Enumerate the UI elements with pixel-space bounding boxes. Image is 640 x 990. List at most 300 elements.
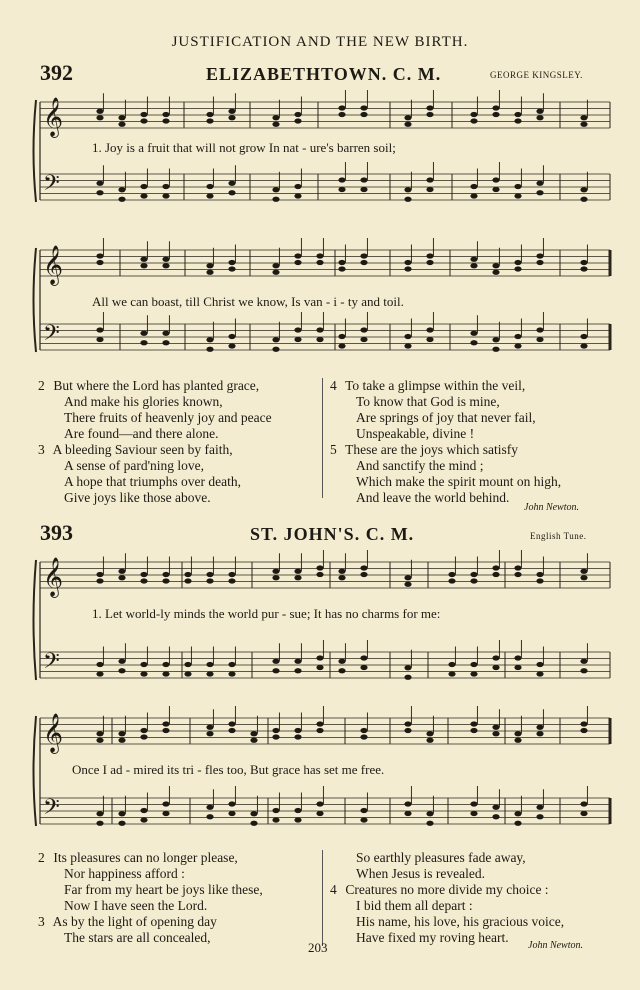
verse-line: Far from my heart be joys like these,	[64, 882, 263, 897]
note-head	[140, 263, 147, 268]
note-head	[140, 578, 147, 583]
page-number: 203	[308, 940, 328, 955]
note-head	[294, 327, 301, 332]
verse-line: And make his glories known,	[64, 394, 223, 409]
note-head	[492, 731, 499, 736]
note-head	[514, 193, 521, 198]
note-head	[580, 575, 587, 580]
verse-number: 4	[330, 378, 337, 393]
note-head	[294, 112, 301, 117]
note-head	[96, 327, 103, 332]
note-head	[426, 253, 433, 258]
note-head	[316, 572, 323, 577]
note-head	[580, 115, 587, 120]
note-head	[206, 805, 213, 810]
note-head	[228, 260, 235, 265]
note-head	[448, 671, 455, 676]
note-head	[470, 671, 477, 676]
note-head	[404, 260, 411, 265]
note-head	[536, 337, 543, 342]
note-head	[426, 738, 433, 743]
note-head	[250, 738, 257, 743]
note-head	[206, 184, 213, 189]
note-head	[404, 334, 411, 339]
note-head	[338, 177, 345, 182]
note-head	[294, 253, 301, 258]
note-head	[162, 811, 169, 816]
note-head	[580, 197, 587, 202]
note-head	[360, 808, 367, 813]
note-head	[580, 122, 587, 127]
note-head	[338, 112, 345, 117]
verse-number: 4	[330, 882, 337, 897]
note-head	[272, 263, 279, 268]
note-head	[514, 343, 521, 348]
verse-number: 3	[38, 914, 45, 929]
note-head	[294, 817, 301, 822]
verse-line: Now I have seen the Lord.	[64, 898, 208, 913]
note-head	[360, 253, 367, 258]
note-head	[272, 337, 279, 342]
verse-line	[38, 850, 263, 866]
note-head	[426, 731, 433, 736]
note-head	[536, 115, 543, 120]
verse-line	[38, 378, 272, 394]
note-head	[536, 109, 543, 114]
note-head	[492, 655, 499, 660]
verse-line	[330, 378, 561, 394]
note-head	[514, 821, 521, 826]
verses-392-left	[38, 378, 272, 506]
note-head	[118, 659, 125, 664]
note-head	[272, 347, 279, 352]
note-head	[140, 734, 147, 739]
note-head	[338, 334, 345, 339]
note-head	[404, 187, 411, 192]
note-head	[470, 728, 477, 733]
note-head	[140, 118, 147, 123]
note-head	[184, 662, 191, 667]
verses-392-right	[330, 378, 561, 506]
note-head	[338, 668, 345, 673]
note-head	[580, 569, 587, 574]
note-head	[360, 572, 367, 577]
note-head	[118, 575, 125, 580]
note-head	[206, 337, 213, 342]
note-head	[206, 814, 213, 819]
note-head	[272, 575, 279, 580]
note-head	[404, 728, 411, 733]
note-head	[228, 181, 235, 186]
note-head	[162, 671, 169, 676]
note-head	[206, 662, 213, 667]
note-head	[162, 721, 169, 726]
note-head	[536, 253, 543, 258]
note-head	[536, 327, 543, 332]
note-head	[316, 811, 323, 816]
note-head	[96, 253, 103, 258]
note-head	[272, 728, 279, 733]
note-head	[338, 343, 345, 348]
note-head	[536, 731, 543, 736]
verse-line: To know that God is mine,	[356, 394, 500, 409]
note-head	[514, 112, 521, 117]
note-head	[514, 572, 521, 577]
hymn-number-392: 392	[40, 60, 73, 85]
note-head	[492, 263, 499, 268]
verse-line: Give joys like those above.	[64, 490, 211, 505]
note-head	[360, 728, 367, 733]
note-head	[470, 340, 477, 345]
verse-line: And leave the world behind.	[356, 490, 510, 505]
note-head	[492, 814, 499, 819]
note-head	[338, 266, 345, 271]
note-head	[514, 655, 521, 660]
note-head	[228, 190, 235, 195]
note-head	[360, 565, 367, 570]
note-head	[228, 115, 235, 120]
note-head	[514, 665, 521, 670]
lyrics-393-line2: Once I ad - mired its tri - fles too, But grace has set me free.	[72, 762, 385, 777]
note-head	[316, 260, 323, 265]
note-head	[228, 721, 235, 726]
verse-text: But where the Lord has planted grace,	[50, 378, 260, 393]
note-head	[536, 805, 543, 810]
verse-line: Have fixed my roving heart.	[356, 930, 509, 945]
note-head	[470, 118, 477, 123]
verse-line: A hope that triumphs over death,	[64, 474, 241, 489]
note-head	[96, 578, 103, 583]
note-head	[470, 331, 477, 336]
note-head	[536, 662, 543, 667]
note-head	[140, 817, 147, 822]
note-head	[316, 655, 323, 660]
note-head	[294, 728, 301, 733]
note-head	[514, 266, 521, 271]
note-head	[96, 181, 103, 186]
note-head	[162, 112, 169, 117]
note-head	[426, 811, 433, 816]
verse-line: So earthly pleasures fade away,	[356, 850, 526, 865]
note-head	[206, 578, 213, 583]
note-head	[580, 343, 587, 348]
note-head	[426, 112, 433, 117]
note-head	[514, 811, 521, 816]
verse-line	[330, 442, 561, 458]
note-head	[228, 728, 235, 733]
note-head	[426, 177, 433, 182]
note-head	[140, 662, 147, 667]
note-head	[492, 105, 499, 110]
note-head	[250, 811, 257, 816]
note-head	[272, 659, 279, 664]
note-head	[360, 817, 367, 822]
note-head	[96, 337, 103, 342]
note-head	[536, 181, 543, 186]
note-head	[294, 569, 301, 574]
note-head	[250, 821, 257, 826]
note-head	[580, 811, 587, 816]
note-head	[404, 582, 411, 587]
note-head	[162, 184, 169, 189]
author-392: John Newton.	[524, 502, 579, 513]
note-head	[338, 569, 345, 574]
note-head	[294, 193, 301, 198]
note-head	[118, 821, 125, 826]
verse-line: Are springs of joy that never fail,	[356, 410, 536, 425]
note-head	[338, 105, 345, 110]
note-head	[514, 118, 521, 123]
note-head	[140, 331, 147, 336]
verse-number: 5	[330, 442, 337, 457]
composer-392: GEORGE KINGSLEY.	[490, 70, 583, 80]
note-head	[580, 334, 587, 339]
note-head	[118, 668, 125, 673]
verse-line: The stars are all concealed,	[64, 930, 211, 945]
note-head	[470, 263, 477, 268]
verses-393-right	[330, 850, 564, 946]
note-head	[272, 122, 279, 127]
note-head	[426, 337, 433, 342]
verse-text: To take a glimpse within the veil,	[342, 378, 526, 393]
bass-clef-icon: 𝄢	[43, 795, 60, 825]
note-head	[96, 572, 103, 577]
note-head	[206, 671, 213, 676]
note-head	[162, 662, 169, 667]
note-head	[404, 811, 411, 816]
note-head	[96, 190, 103, 195]
note-head	[228, 572, 235, 577]
note-head	[492, 337, 499, 342]
note-head	[140, 257, 147, 262]
note-head	[404, 675, 411, 680]
note-head	[492, 187, 499, 192]
verse-line: There fruits of heavenly joy and peace	[64, 410, 272, 425]
note-head	[294, 260, 301, 265]
verse-number: 2	[38, 850, 45, 865]
note-head	[580, 728, 587, 733]
note-head	[228, 343, 235, 348]
note-head	[294, 337, 301, 342]
note-head	[404, 197, 411, 202]
note-head	[492, 725, 499, 730]
hymn-number-393: 393	[40, 520, 73, 545]
note-head	[206, 731, 213, 736]
note-head	[338, 659, 345, 664]
note-head	[492, 270, 499, 275]
verse-text: Its pleasures can no longer please,	[50, 850, 238, 865]
lyrics-392-line2: All we can boast, till Christ we know, Is van - i - ty and toil.	[92, 294, 404, 309]
verse-line: Are found—and there alone.	[64, 426, 219, 441]
note-head	[470, 112, 477, 117]
note-head	[294, 668, 301, 673]
note-head	[360, 112, 367, 117]
note-head	[360, 734, 367, 739]
note-head	[96, 260, 103, 265]
note-head	[162, 340, 169, 345]
note-head	[96, 821, 103, 826]
note-head	[140, 671, 147, 676]
note-head	[536, 725, 543, 730]
note-head	[470, 721, 477, 726]
verse-divider-392	[322, 378, 323, 498]
note-head	[492, 112, 499, 117]
note-head	[162, 728, 169, 733]
note-head	[514, 731, 521, 736]
note-head	[426, 327, 433, 332]
verse-line: When Jesus is revealed.	[356, 866, 485, 881]
note-head	[360, 177, 367, 182]
note-head	[250, 731, 257, 736]
note-head	[404, 343, 411, 348]
note-head	[96, 731, 103, 736]
verse-text: Creatures no more divide my choice :	[342, 882, 549, 897]
verse-line	[38, 442, 272, 458]
verse-divider-393	[322, 850, 323, 946]
note-head	[228, 811, 235, 816]
note-head	[162, 572, 169, 577]
note-head	[294, 808, 301, 813]
note-head	[338, 575, 345, 580]
brace	[34, 100, 37, 202]
note-head	[316, 721, 323, 726]
note-head	[206, 193, 213, 198]
note-head	[228, 671, 235, 676]
note-head	[272, 197, 279, 202]
note-head	[206, 112, 213, 117]
bass-clef-icon: 𝄢	[43, 171, 60, 201]
note-head	[162, 263, 169, 268]
note-head	[470, 811, 477, 816]
note-head	[492, 805, 499, 810]
verse-line	[330, 882, 564, 898]
note-head	[470, 193, 477, 198]
note-head	[162, 193, 169, 198]
note-head	[360, 327, 367, 332]
note-head	[316, 801, 323, 806]
note-head	[118, 197, 125, 202]
tune-name-392: ELIZABETHTOWN. C. M.	[206, 64, 442, 84]
note-head	[404, 122, 411, 127]
note-head	[426, 105, 433, 110]
note-head	[404, 575, 411, 580]
verse-line: Unspeakable, divine !	[356, 426, 475, 441]
verse-line	[38, 914, 263, 930]
brace	[34, 560, 37, 680]
note-head	[140, 728, 147, 733]
note-head	[118, 811, 125, 816]
note-head	[360, 105, 367, 110]
note-head	[448, 572, 455, 577]
note-head	[96, 662, 103, 667]
verse-line: Nor happiness afford :	[64, 866, 185, 881]
treble-clef-icon: 𝄞	[43, 245, 64, 285]
note-head	[140, 193, 147, 198]
note-head	[140, 572, 147, 577]
note-head	[470, 184, 477, 189]
note-head	[360, 260, 367, 265]
note-head	[470, 662, 477, 667]
note-head	[316, 565, 323, 570]
note-head	[228, 578, 235, 583]
note-head	[404, 266, 411, 271]
note-head	[294, 575, 301, 580]
note-head	[272, 187, 279, 192]
note-head	[118, 187, 125, 192]
verse-text: These are the joys which satisfy	[342, 442, 518, 457]
verses-393-left	[38, 850, 263, 946]
note-head	[140, 112, 147, 117]
note-head	[184, 572, 191, 577]
note-head	[470, 578, 477, 583]
verse-number: 2	[38, 378, 45, 393]
note-head	[580, 266, 587, 271]
note-head	[96, 671, 103, 676]
verse-line: His name, his love, his gracious voice,	[356, 914, 565, 929]
note-head	[470, 572, 477, 577]
note-head	[536, 260, 543, 265]
verse-text: A bleeding Saviour seen by faith,	[50, 442, 233, 457]
note-head	[470, 257, 477, 262]
note-head	[404, 721, 411, 726]
treble-clef-icon: 𝄞	[43, 557, 64, 597]
note-head	[492, 572, 499, 577]
note-head	[580, 187, 587, 192]
note-head	[140, 184, 147, 189]
note-head	[514, 334, 521, 339]
note-head	[536, 190, 543, 195]
note-head	[360, 665, 367, 670]
note-head	[316, 327, 323, 332]
brace	[34, 716, 37, 826]
author-393: John Newton.	[528, 940, 583, 951]
note-head	[426, 821, 433, 826]
note-head	[206, 725, 213, 730]
note-head	[118, 731, 125, 736]
note-head	[470, 801, 477, 806]
note-head	[118, 115, 125, 120]
lyrics-392-line1: 1. Joy is a fruit that will not grow In nat - ure's barren soil;	[92, 140, 396, 155]
note-head	[228, 109, 235, 114]
note-head	[580, 801, 587, 806]
verse-text: As by the light of opening day	[50, 914, 217, 929]
note-head	[294, 659, 301, 664]
note-head	[316, 253, 323, 258]
note-head	[162, 257, 169, 262]
note-head	[536, 572, 543, 577]
note-head	[162, 118, 169, 123]
verse-line: Which make the spirit mount on high,	[356, 474, 562, 489]
note-head	[580, 721, 587, 726]
note-head	[184, 671, 191, 676]
note-head	[272, 734, 279, 739]
note-head	[228, 662, 235, 667]
note-head	[316, 728, 323, 733]
note-head	[162, 578, 169, 583]
note-head	[360, 655, 367, 660]
note-head	[272, 569, 279, 574]
note-head	[338, 260, 345, 265]
verse-line: I bid them all depart :	[356, 898, 473, 913]
note-head	[272, 668, 279, 673]
note-head	[492, 665, 499, 670]
note-head	[536, 578, 543, 583]
verse-number: 3	[38, 442, 45, 457]
note-head	[206, 270, 213, 275]
note-head	[316, 337, 323, 342]
verse-line: And sanctify the mind ;	[356, 458, 484, 473]
page-header: JUSTIFICATION AND THE NEW BIRTH.	[171, 34, 469, 50]
